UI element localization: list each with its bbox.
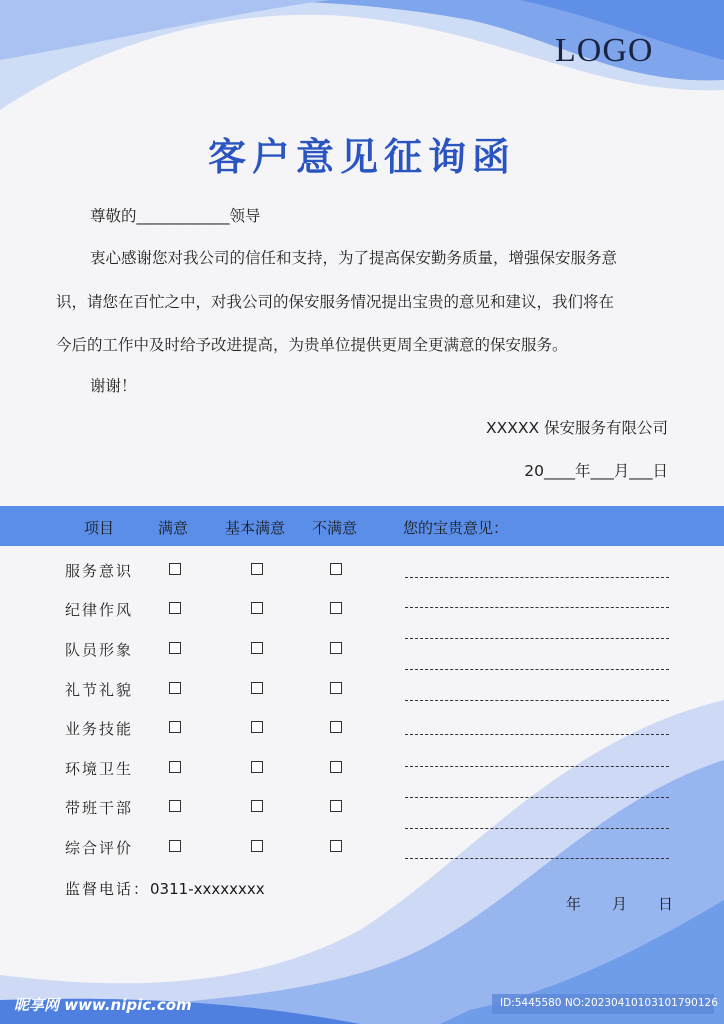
satisfied-checkbox[interactable] — [169, 563, 181, 575]
body-line-3: 今后的工作中及时给予改进提高，为贵单位提供更周全更满意的保安服务。 — [56, 336, 568, 354]
greeting-prefix: 尊敬的 — [90, 207, 137, 225]
unsatisfied-checkbox[interactable] — [330, 761, 342, 773]
unsatisfied-checkbox[interactable] — [330, 602, 342, 614]
greeting — [90, 204, 261, 226]
header-unsatisfied: 不满意 — [312, 519, 358, 537]
greeting-blank: ____________ — [136, 207, 230, 225]
opinion-line[interactable] — [405, 700, 669, 701]
row-label: 礼节礼貌 — [65, 681, 134, 699]
row-label: 服务意识 — [65, 562, 134, 580]
supervision-phone — [65, 878, 265, 899]
opinion-line[interactable] — [405, 797, 669, 798]
opinion-line[interactable] — [405, 828, 669, 829]
satisfied-checkbox[interactable] — [169, 682, 181, 694]
row-label: 队员形象 — [65, 641, 134, 659]
row-label: 环境卫生 — [65, 760, 134, 778]
unsatisfied-checkbox[interactable] — [330, 563, 342, 575]
letter-date: 20____年___月___日 — [524, 462, 668, 480]
basically-satisfied-checkbox[interactable] — [251, 682, 263, 694]
body-line-1: 衷心感谢您对我公司的信任和支持，为了提高保安勤务质量，增强保安服务意 — [90, 249, 618, 267]
footer-month: 月 — [612, 895, 628, 913]
header-opinion: 您的宝贵意见： — [403, 519, 509, 537]
header-satisfied: 满意 — [158, 519, 189, 537]
unsatisfied-checkbox[interactable] — [330, 840, 342, 852]
row-label: 带班干部 — [65, 799, 134, 817]
basically-satisfied-checkbox[interactable] — [251, 642, 263, 654]
row-label: 综合评价 — [65, 839, 134, 857]
satisfied-checkbox[interactable] — [169, 642, 181, 654]
opinion-line[interactable] — [405, 607, 669, 608]
basically-satisfied-checkbox[interactable] — [251, 761, 263, 773]
basically-satisfied-checkbox[interactable] — [251, 563, 263, 575]
basically-satisfied-checkbox[interactable] — [251, 721, 263, 733]
phone-label: 监督电话： — [65, 880, 151, 898]
logo: LOGO — [555, 32, 654, 69]
page-title: 客户意见征询函 — [207, 135, 516, 179]
basically-satisfied-checkbox[interactable] — [251, 800, 263, 812]
satisfied-checkbox[interactable] — [169, 761, 181, 773]
header-item: 项目 — [84, 519, 115, 537]
satisfied-checkbox[interactable] — [169, 840, 181, 852]
opinion-line[interactable] — [405, 669, 669, 670]
footer-day: 日 — [658, 895, 674, 913]
satisfied-checkbox[interactable] — [169, 602, 181, 614]
phone-value: 0311-xxxxxxxx — [150, 880, 265, 898]
opinion-line[interactable] — [405, 638, 669, 639]
row-label: 业务技能 — [65, 720, 134, 738]
unsatisfied-checkbox[interactable] — [330, 721, 342, 733]
opinion-line[interactable] — [405, 766, 669, 767]
footer-year: 年 — [566, 895, 582, 913]
opinion-line[interactable] — [405, 858, 669, 859]
unsatisfied-checkbox[interactable] — [330, 642, 342, 654]
opinion-line[interactable] — [405, 577, 669, 578]
basically-satisfied-checkbox[interactable] — [251, 602, 263, 614]
basically-satisfied-checkbox[interactable] — [251, 840, 263, 852]
unsatisfied-checkbox[interactable] — [330, 682, 342, 694]
satisfied-checkbox[interactable] — [169, 721, 181, 733]
company-name: XXXXX 保安服务有限公司 — [485, 419, 668, 437]
unsatisfied-checkbox[interactable] — [330, 800, 342, 812]
thanks: 谢谢！ — [90, 377, 137, 395]
header-basically-satisfied: 基本满意 — [225, 519, 286, 537]
opinion-line[interactable] — [405, 734, 669, 735]
watermark-id: ID:5445580 NO:20230410103101790126 — [500, 997, 718, 1009]
row-label: 纪律作风 — [65, 601, 134, 619]
greeting-suffix: 领导 — [229, 207, 261, 225]
watermark-site: 昵享网 www.nipic.com — [14, 996, 192, 1014]
satisfied-checkbox[interactable] — [169, 800, 181, 812]
body-line-2: 识，请您在百忙之中，对我公司的保安服务情况提出宝贵的意见和建议，我们将在 — [56, 293, 615, 311]
